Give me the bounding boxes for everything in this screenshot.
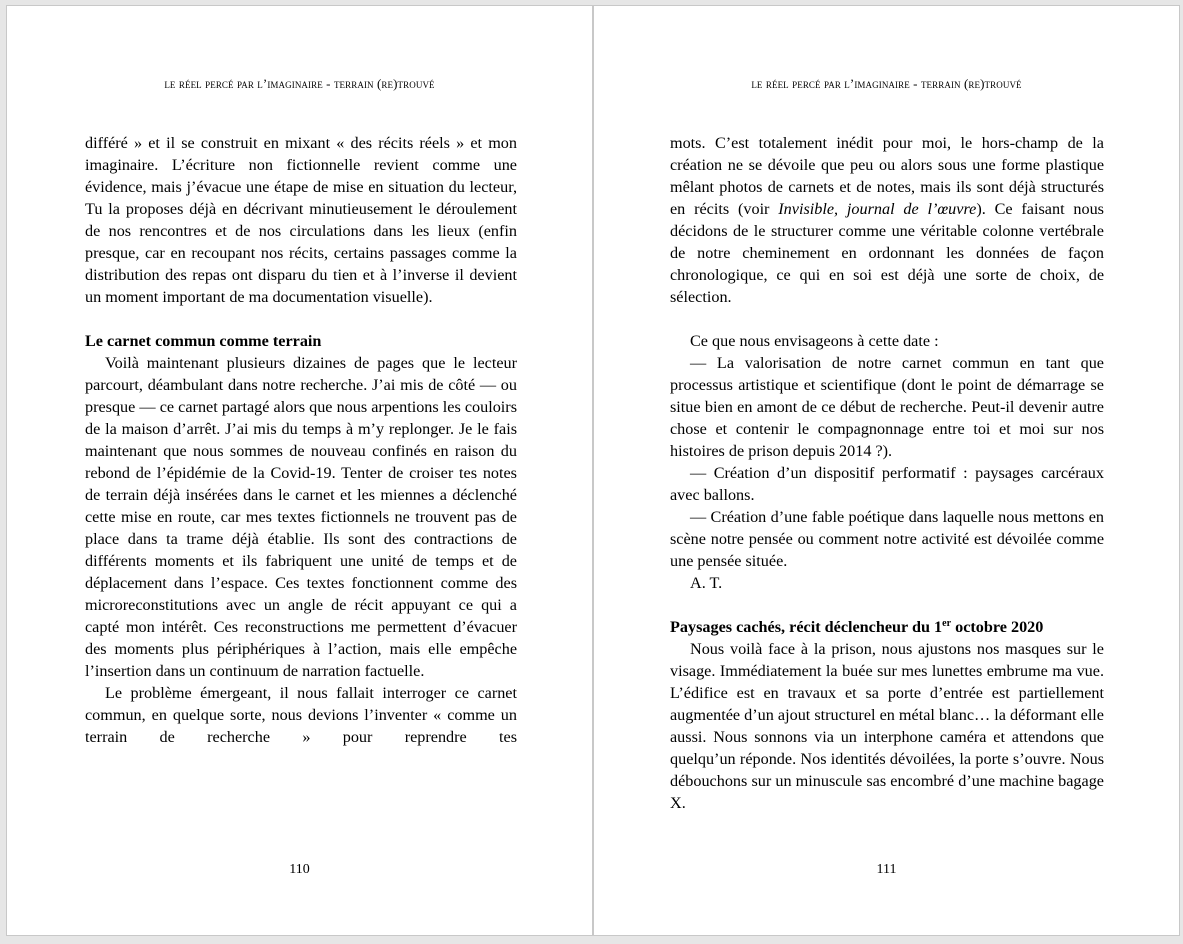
section-heading: Le carnet commun comme terrain bbox=[85, 332, 322, 350]
page-number: 110 bbox=[289, 862, 310, 877]
paragraph: Le problème émergeant, il nous fallait interroger ce carnet commun, en quelque sorte, nous devions l’inventer « comme un terrain de recherche » pour reprendre tes bbox=[85, 684, 517, 746]
running-head: le réel percé par l’imaginaire - terrain (re)trouvé bbox=[751, 76, 1022, 91]
paragraph-text: mots. C’est totalement inédit pour moi, le hors-champ de la création ne se dévoile que peu ou alors sous une forme plastique mêlant photos de carnets et de notes, mais ils sont déjà structurés en récits (voir bbox=[670, 134, 1104, 218]
paragraph: différé » et il se construit en mixant « des récits réels » et mon imaginaire. L’écriture non fictionnelle revient comme une évidence, mais j’évacue une étape de mise en situation du lecteur, Tu la proposes déjà en décrivant minutieusement le déroulement de nos rencontres et de nos circulations dans les lieux (enfin presque, car en recoupant nos récits, certains passages comme la distribution des repas ont disparu du tien et à l’inverse il devient un moment important de ma documentation visuelle). bbox=[85, 134, 517, 306]
paragraph: Ce que nous envisageons à cette date : bbox=[690, 332, 939, 350]
paragraph bbox=[670, 132, 1104, 308]
book-title: Invisible, journal de l’œuvre bbox=[778, 200, 977, 218]
page-body bbox=[85, 132, 517, 748]
left-page bbox=[6, 5, 593, 936]
section-heading bbox=[670, 616, 1104, 638]
list-item: — Création d’un dispositif performatif : paysages carcéraux avec ballons. bbox=[670, 464, 1104, 504]
list-item: — Création d’une fable poétique dans laquelle nous mettons en scène notre pensée ou comment notre activité est dévoilée comme une pensée située. bbox=[670, 508, 1104, 570]
page-number: 111 bbox=[876, 862, 897, 877]
ordinal-suffix: er bbox=[942, 618, 952, 629]
page-body bbox=[670, 132, 1104, 814]
list-item: — La valorisation de notre carnet commun en tant que processus artistique et scientifique (dont le point de démarrage se situe bien en amont de ce début de recherche. Peut-il devenir autre chose et contenir le compagnonnage entre toi et moi sur nos histoires de prison depuis 2014 ?). bbox=[670, 354, 1104, 460]
heading-text: octobre 2020 bbox=[951, 618, 1044, 636]
heading-text: Paysages cachés, récit déclencheur du 1 bbox=[670, 618, 943, 636]
running-head: le réel percé par l’imaginaire - terrain (re)trouvé bbox=[164, 76, 435, 91]
paragraph: Nous voilà face à la prison, nous ajustons nos masques sur le visage. Immédiatement la buée sur mes lunettes embrume ma vue. L’édifice est en travaux et sa porte d’entrée est partiellement augmentée d’un ajout structurel en métal blanc… la déformant elle aussi. Nous sonnons via un interphone caméra et attendons que quelqu’un réponde. Nos identités dévoilées, la porte s’ouvre. Nous débouchons sur un minuscule sas encombré d’une machine bagage X. bbox=[670, 640, 1104, 812]
paragraph: Voilà maintenant plusieurs dizaines de pages que le lecteur parcourt, déambulant dans notre recherche. J’ai mis de côté — ou presque — ce carnet partagé alors que nous arpentions les couloirs de la maison d’arrêt. J’ai mis du temps à m’y replonger. Je le fais maintenant que nous sommes de nouveau confinés en raison du rebond de l’épidémie de la Covid-19. Tenter de croiser tes notes de terrain déjà insérées dans le carnet et les miennes a déclenché cette mise en route, car mes textes fictionnels ne trouvent pas de place dans ta trame déjà établie. Ils sont des contractions de différents moments et ils fabriquent une unité de temps et de déplacement dans l’espace. Ces textes fonctionnent comme des microreconstitutions avec un angle de récit appuyant ce qui a capté mon intérêt. Ces reconstructions me permettent d’évacuer des moments plus périphériques à l’action, mais elle empêche l’insertion dans un continuum de narration factuelle. bbox=[85, 354, 517, 680]
right-page bbox=[593, 5, 1180, 936]
paragraph-text: ). Ce faisant nous décidons de le structurer comme une véritable colonne vertébrale de notre cheminement en ordonnant les données de façon chronologique, ce qui en soi est déjà une sorte de choix, de sélection. bbox=[670, 200, 1104, 306]
signature: A. T. bbox=[690, 574, 723, 592]
